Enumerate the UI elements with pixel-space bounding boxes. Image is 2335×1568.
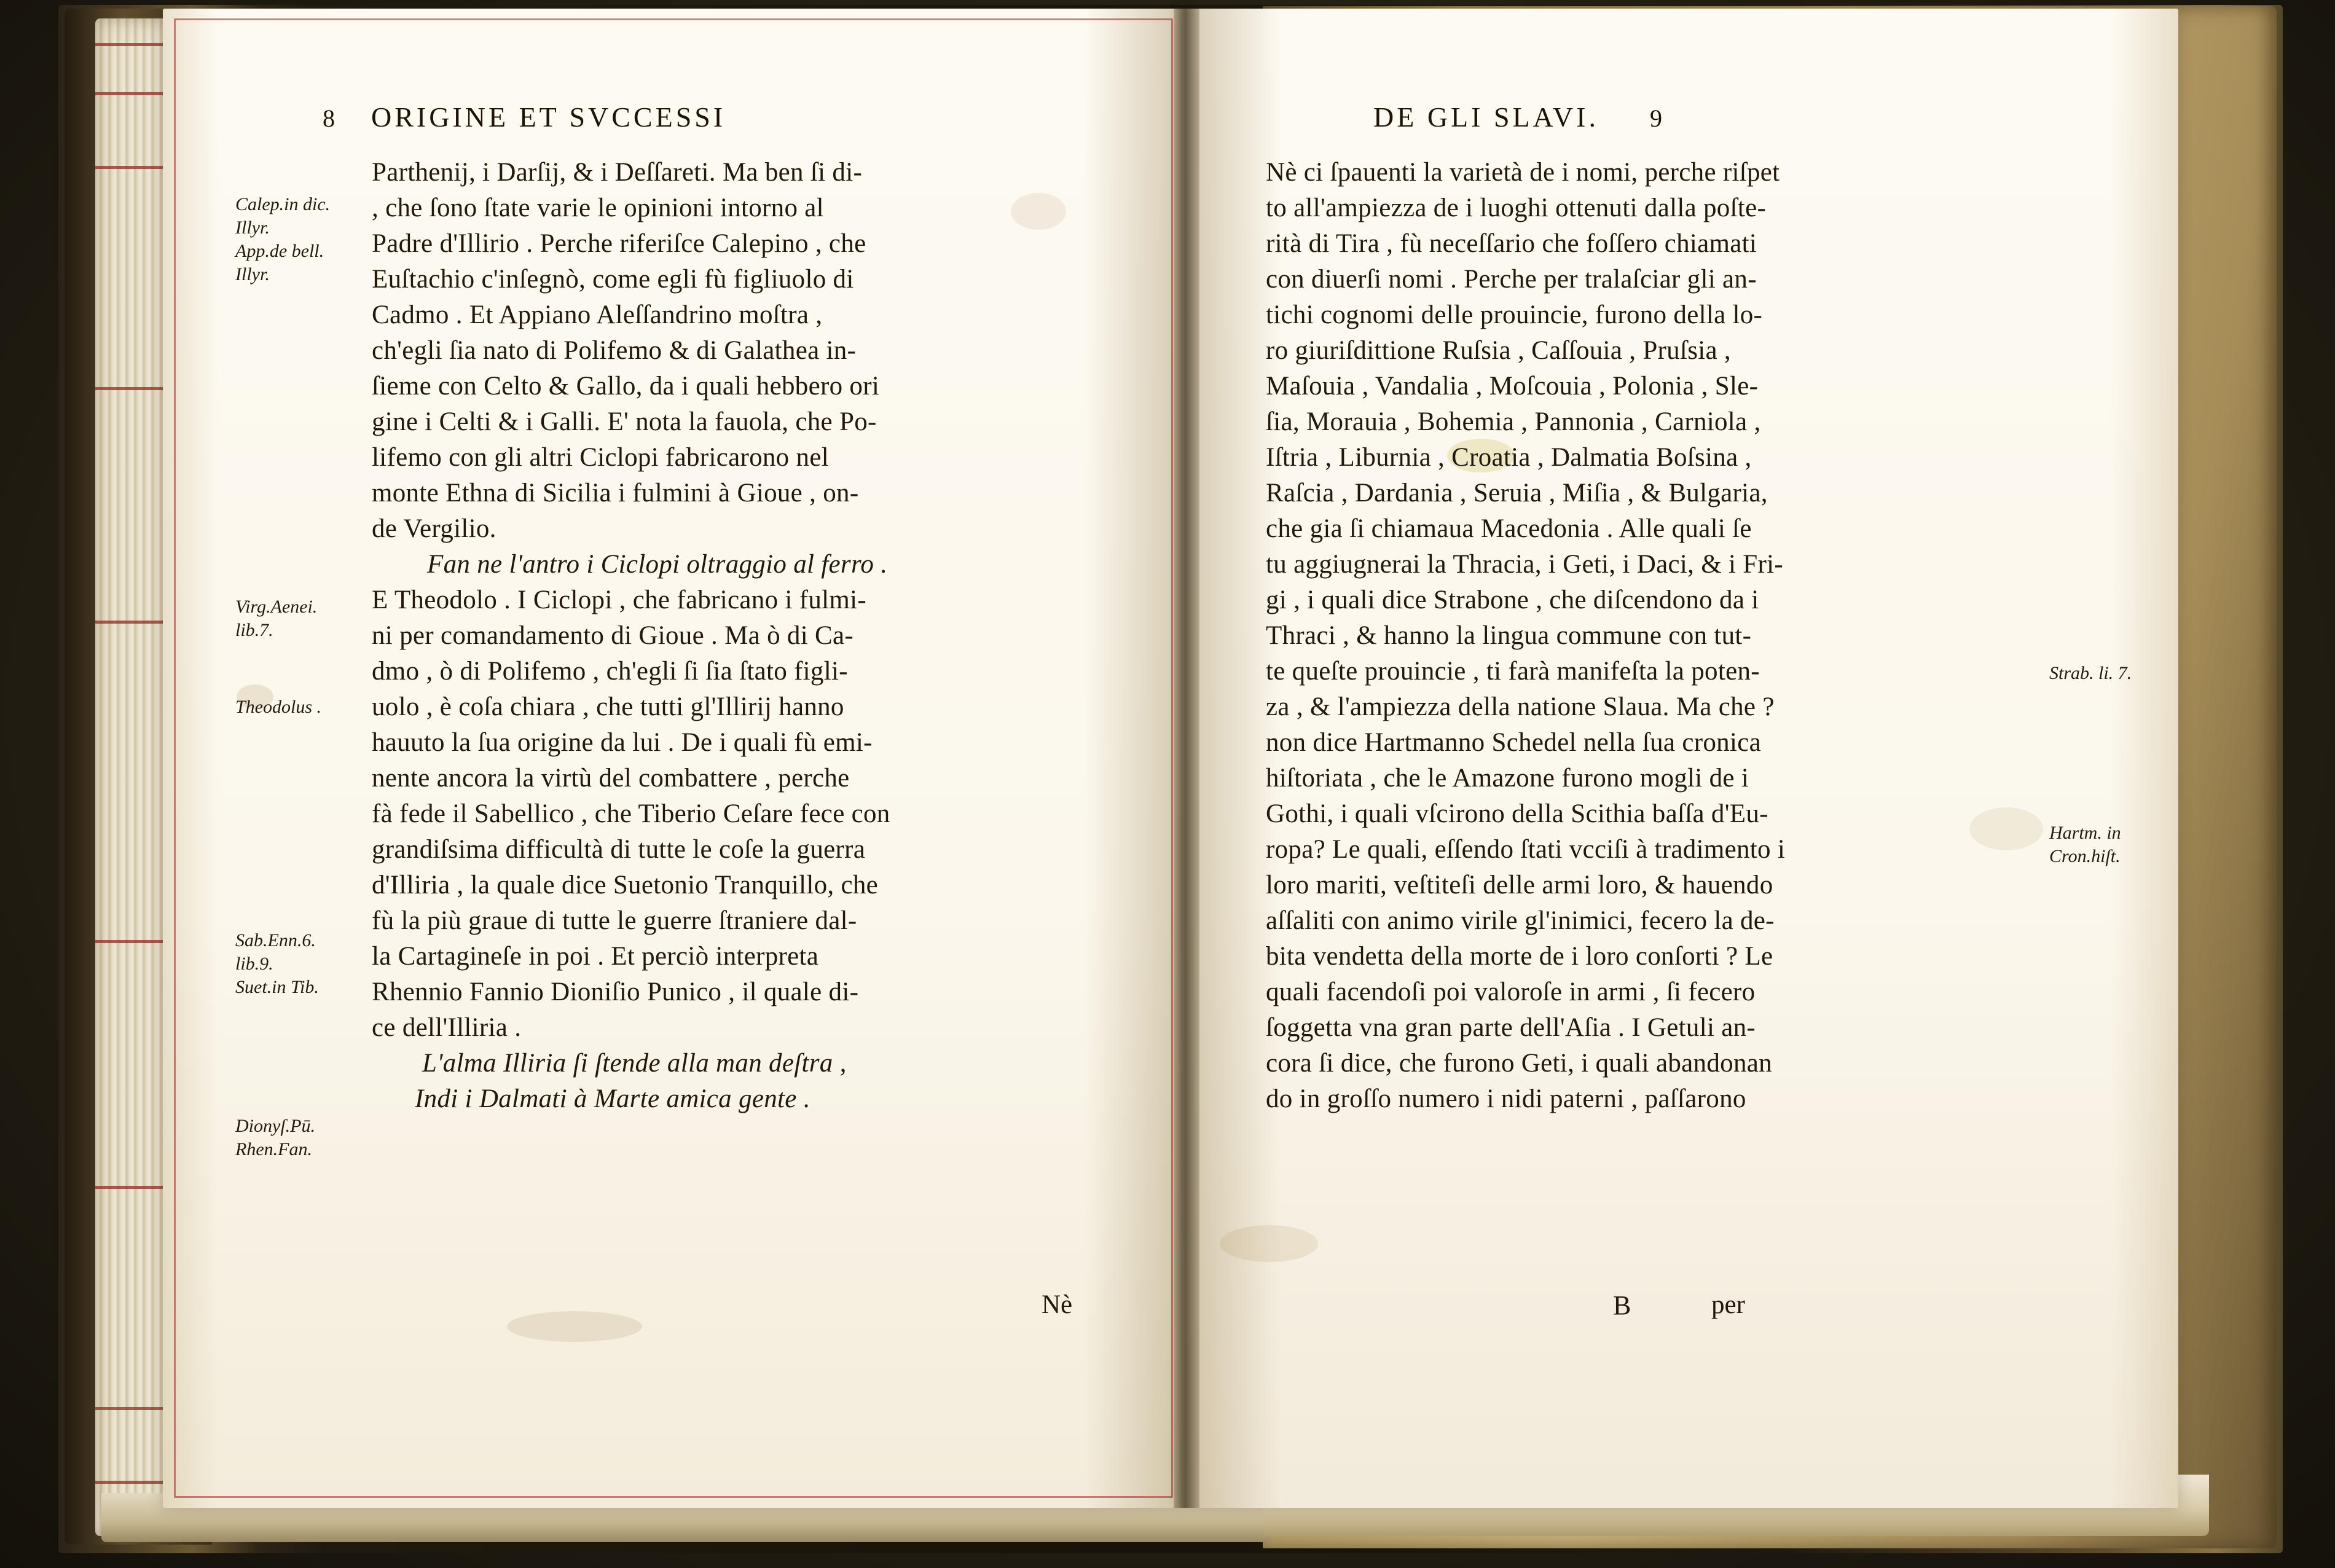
body-line: Iſtria , Liburnia , Croatia , Dalmatia Boſsina ,: [1266, 443, 1752, 472]
verse-line-virgil: Fan ne l'antro i Ciclopi oltraggio al ferro .: [427, 550, 888, 579]
marginal-note-theodolus: Theodolus .: [235, 697, 322, 717]
body-line: bita vendetta della morte de i loro conſorti ? Le: [1266, 942, 1773, 971]
marginal-note-sabellico: Sab.Enn.6. lib.9. Suet.in Tib.: [235, 930, 319, 997]
body-line: Maſouia , Vandalia , Moſcouia , Polonia , Sle-: [1266, 372, 1759, 401]
right-page-catchword: per: [1711, 1290, 1745, 1319]
body-line: Parthenij, i Darſij, & i Deſſareti. Ma ben ſi di-: [372, 158, 863, 187]
body-line: non dice Hartmanno Schedel nella ſua cronica: [1266, 728, 1761, 757]
body-line: gi , i quali dice Strabone , che diſcendono da i: [1266, 586, 1759, 614]
body-line: con diuerſi nomi . Perche per tralaſciar gli an-: [1266, 265, 1757, 294]
right-page-number: 9: [1649, 104, 1662, 132]
right-page: [1183, 9, 2178, 1508]
body-line: che gia ſi chiamaua Macedonia . Alle quali ſe: [1266, 514, 1752, 543]
body-line: tu aggiugnerai la Thracia, i Geti, i Daci, & i Fri-: [1266, 550, 1783, 579]
body-line: ropa? Le quali, eſſendo ſtati vcciſi à tradimento i: [1266, 835, 1786, 864]
verse-line-dionysius-1: L'alma Illiria ſi ſtende alla man deſtra ,: [422, 1049, 847, 1078]
marginal-note-dionysius: Dionyſ.Pū. Rhen.Fan.: [235, 1116, 315, 1159]
body-line: Thraci , & hanno la lingua commune con tut-: [1266, 621, 1752, 650]
body-line: ce dell'Illiria .: [372, 1013, 522, 1042]
body-line: Cadmo . Et Appiano Aleſſandrino moſtra ,: [372, 300, 823, 329]
body-line: Euſtachio c'inſegnò, come egli fù figliuolo di: [372, 265, 854, 294]
body-line: lifemo con gli altri Ciclopi fabricarono nel: [372, 443, 829, 472]
marginal-note-calepino: Calep.in dic. Illyr. App.de bell. Illyr.: [235, 194, 331, 284]
marginal-note-strabo: Strab. li. 7.: [2049, 663, 2132, 683]
open-book: [58, 0, 2283, 1568]
left-page-catchword: Nè: [1042, 1290, 1073, 1319]
body-line: za , & l'ampiezza della natione Slaua. Ma che ?: [1266, 692, 1775, 721]
body-line: fù la più graue di tutte le guerre ſtraniere dal-: [372, 906, 857, 935]
body-line: cora ſi dice, che furono Geti, i quali abandonan: [1266, 1049, 1772, 1078]
right-page-signature-mark: B: [1613, 1290, 1631, 1320]
page-spread: [108, 9, 2197, 1520]
body-line: uolo , è coſa chiara , che tutti gl'Illirij hanno: [372, 692, 844, 721]
left-page-body: [372, 155, 1103, 1117]
right-page-header: [1373, 101, 1662, 133]
body-line: nente ancora la virtù del combattere , perche: [372, 764, 850, 793]
body-line: hauuto la ſua origine da lui . De i quali fù emi-: [372, 728, 873, 757]
body-line: grandiſsima difficultà di tutte le coſe la guerra: [372, 835, 866, 864]
body-line: to all'ampiezza de i luoghi ottenuti dalla poſte-: [1266, 194, 1767, 222]
body-line: rità di Tira , fù neceſſario che foſſero chiamati: [1266, 229, 1757, 258]
body-line: ſoggetta vna gran parte dell'Aſia . I Getuli an-: [1266, 1013, 1756, 1042]
body-line: quali facendoſi poi valoroſe in armi , ſi fecero: [1266, 978, 1756, 1006]
body-line: Raſcia , Dardania , Seruia , Miſia , & Bulgaria,: [1266, 479, 1768, 508]
body-line: do in groſſo numero i nidi paterni , paſſarono: [1266, 1084, 1746, 1113]
body-line: d'Illiria , la quale dice Suetonio Tranquillo, che: [372, 871, 879, 900]
body-line: ro giuriſdittione Ruſsia , Caſſouia , Pruſsia ,: [1266, 336, 1731, 365]
body-line: dmo , ò di Polifemo , ch'egli ſi ſia ſtato figli-: [372, 657, 848, 686]
book-gutter: [1174, 9, 1199, 1508]
body-line: Rhennio Fannio Dioniſio Punico , il quale di-: [372, 978, 859, 1006]
marginal-note-hartmann: Hartm. in Cron.hiſt.: [2049, 823, 2121, 866]
body-line: la Cartagineſe in poi . Et perciò interpreta: [372, 942, 819, 971]
body-line: fà fede il Sabellico , che Tiberio Ceſare fece con: [372, 799, 890, 828]
body-line: loro mariti, veſtiteſi delle armi loro, & hauendo: [1266, 871, 1773, 900]
body-line: monte Ethna di Sicilia i fulmini à Gioue , on-: [372, 479, 859, 508]
body-line: te queſte prouincie , ti farà manifeſta la poten-: [1266, 657, 1760, 686]
body-line: Nè ci ſpauenti la varietà de i nomi, perche riſpet: [1266, 158, 1780, 187]
body-line: hiſtoriata , che le Amazone furono mogli de i: [1266, 764, 1749, 793]
marginal-note-virgil: Virg.Aenei. lib.7.: [235, 597, 318, 640]
body-line: tichi cognomi delle prouincie, furono della lo-: [1266, 300, 1763, 329]
body-line: gine i Celti & i Galli. E' nota la fauola, che Po-: [372, 407, 877, 436]
body-line: ch'egli ſia nato di Polifemo & di Galathea in-: [372, 336, 857, 365]
right-page-body: [1266, 155, 2028, 1117]
body-line: ſieme con Celto & Gallo, da i quali hebbero ori: [372, 372, 880, 401]
left-page: [163, 9, 1183, 1508]
body-line: , che ſono ſtate varie le opinioni intorno al: [372, 194, 824, 222]
body-line: E Theodolo . I Ciclopi , che fabricano i fulmi-: [372, 586, 867, 614]
body-line: aſſaliti con animo virile gl'inimici, fecero la de-: [1266, 906, 1775, 935]
left-page-running-title: ORIGINE ET SVCCESSI: [371, 101, 726, 133]
verse-line-dionysius-2: Indi i Dalmati à Marte amica gente .: [415, 1084, 810, 1113]
body-line: Gothi, i quali vſcirono della Scithia baſſa d'Eu-: [1266, 799, 1768, 828]
body-line: de Vergilio.: [372, 514, 496, 543]
body-line: Padre d'Illirio . Perche riferiſce Calepino , che: [372, 229, 866, 258]
left-page-header: [323, 101, 726, 133]
body-line: ſia, Morauia , Bohemia , Pannonia , Carniola ,: [1266, 407, 1761, 436]
left-page-number: 8: [323, 104, 335, 132]
right-page-running-title: DE GLI SLAVI.: [1373, 101, 1599, 133]
body-line: ni per comandamento di Gioue . Ma ò di Ca-: [372, 621, 854, 650]
